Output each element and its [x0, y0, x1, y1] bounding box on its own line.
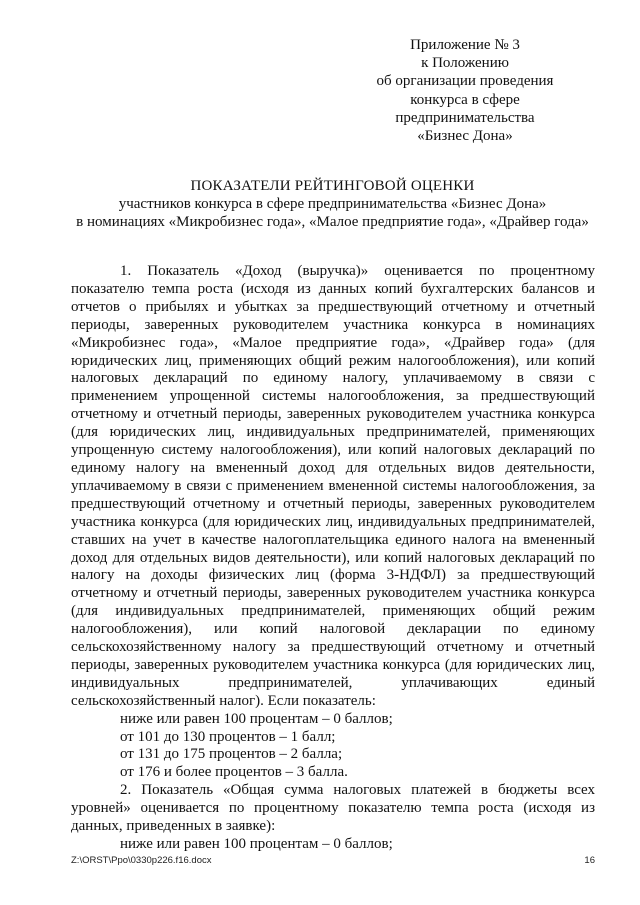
- list-item: ниже или равен 100 процентам – 0 баллов;: [120, 710, 393, 727]
- paragraph-indicator-tax-payments: 2. Показатель «Общая сумма налоговых платежей в бюджеты всех уровней» оценивается по процентному показателю темпа роста (исходя из данных, приведенных в заявке):: [71, 782, 595, 835]
- appendix-line: об организации проведения: [376, 73, 554, 90]
- list-item: ниже или равен 100 процентам – 0 баллов;: [120, 836, 393, 852]
- document-body: [71, 263, 595, 854]
- page-footer: [71, 855, 595, 869]
- appendix-line: конкурса в сфере: [410, 91, 520, 108]
- list-item: от 101 до 130 процентов – 1 балл;: [120, 728, 336, 745]
- paragraph-indicator-income: 1. Показатель «Доход (выручка)» оценивается по процентному показателю темпа роста (исходя из данных копий бухгалтерских балансов и отчетов о прибылях и убытках за предшествующий отчетному и отчетный периоды, заверенных руководителем участника конкурса в номинациях «Микробизнес года», «Малое предприятие года», «Драйвер года» (для юридических лиц, применяющих общий режим налогообложения), или копий налоговых деклараций по единому налогу, уплачиваемому в связи с применением упрощенной системы налогообложения, за предшествующий отчетному и отчетный периоды, заверенных руководителем участника конкурса (для юридических лиц, индивидуальных предпринимателей, применяющих упрощенную систему налогообложения), или копий налоговых деклараций по единому налогу на вмененный доход для отдельных видов деятельности, уплачиваемому в связи с применением вмененной системы налогообложения, за предшествующий отчетному и отчетный периоды, заверенных руководителем участника конкурса (для юридических лиц, индивидуальных предпринимателей, ставших на учет в качестве налогоплательщика единого налога на вмененный доход для отдельных видов деятельности), или копий налоговых деклараций по налогу на доходы физических лиц (форма 3-НДФЛ) за предшествующий отчетному и отчетный периоды, заверенных руководителем участника конкурса (для индивидуальных предпринимателей, применяющих общий режим налогообложения), или копий налоговой декларации по единому сельскохозяйственному налогу за предшествующий отчетному и отчетный периоды, заверенных руководителем участника конкурса (для юридических лиц, индивидуальных предпринимателей, уплачивающих единый сельскохозяйственный налог). Если показатель:: [71, 263, 595, 709]
- document-subtitle-nominations: в номинациях «Микробизнес года», «Малое предприятие года», «Драйвер года»: [76, 214, 589, 230]
- appendix-line: к Положению: [421, 55, 509, 72]
- footer-file-path: Z:\ORST\Ppo\0330p226.f16.docx: [71, 855, 212, 866]
- document-title: ПОКАЗАТЕЛИ РЕЙТИНГОВОЙ ОЦЕНКИ: [190, 178, 475, 194]
- list-item: от 176 и более процентов – 3 балла.: [120, 764, 348, 781]
- list-item: от 131 до 175 процентов – 2 балла;: [120, 746, 343, 763]
- document-subtitle: участников конкурса в сфере предпринимательства «Бизнес Дона»: [118, 196, 547, 212]
- appendix-line: предпринимательства: [395, 109, 535, 126]
- appendix-line: Приложение № 3: [410, 37, 520, 53]
- appendix-reference: [345, 36, 585, 145]
- appendix-line: «Бизнес Дона»: [417, 128, 513, 145]
- document-heading: [60, 177, 605, 231]
- page-number: 16: [584, 855, 595, 866]
